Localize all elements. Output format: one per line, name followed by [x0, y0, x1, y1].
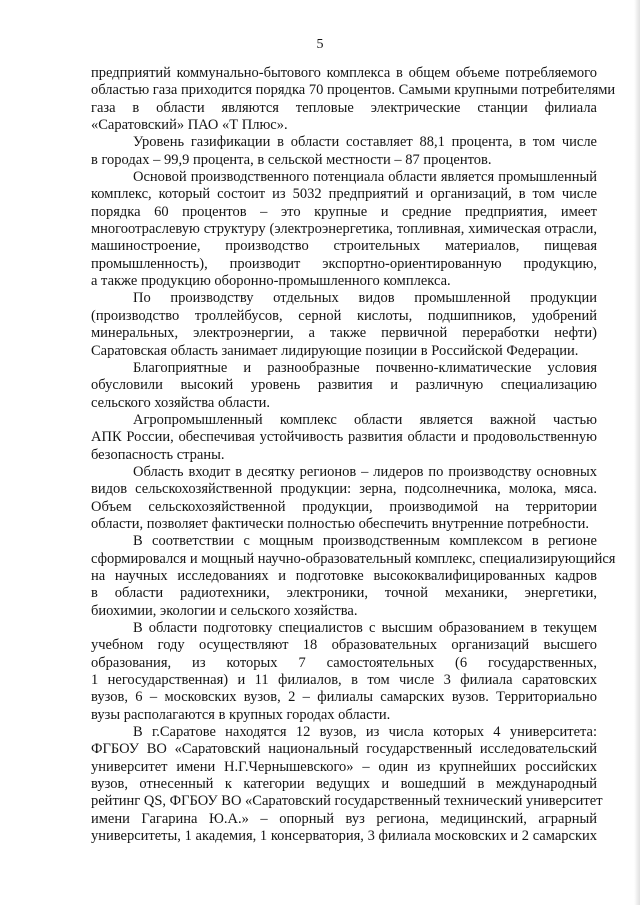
text-line: предприятий коммунально-бытового комплекса в общем объеме потребляемого — [91, 65, 597, 81]
text-line: 1 негосударственная) и 11 филиалов, в том числе 3 филиала саратовских — [91, 672, 597, 689]
text-line: имени Гагарина Ю.А.» – опорный вуз региона, медицинский, аграрный — [91, 810, 597, 827]
text-line: газа в области являются тепловые электрические станции филиала — [91, 99, 597, 116]
text-line: вузов, 6 – московских вузов, 2 – филиалы самарских вузов. Территориально — [91, 689, 597, 706]
text-line: а также продукцию оборонно-промышленного комплекса. — [91, 273, 451, 290]
text-line: комплекс, который состоит из 5032 предприятий и организаций, в том числе — [91, 186, 597, 203]
text-line: многоотраслевую структуру (электроэнергетика, топливная, химическая отрасли, — [91, 221, 597, 238]
text-line: областью газа приходится порядка 70 процентов. Самыми крупными потребителями — [91, 82, 616, 99]
text-line: (производство троллейбусов, серной кислоты, подшипников, удобрений — [91, 307, 597, 324]
scan-edge-shadow — [634, 0, 640, 905]
text-line: В области подготовку специалистов с высшим образованием в текущем — [133, 620, 597, 636]
text-line: порядка 60 процентов – это крупные и средние предприятия, имеет — [91, 203, 597, 220]
text-line: Саратовская область занимает лидирующие позиции в Российской Федерации. — [91, 342, 579, 359]
text-line: Объем сельскохозяйственной продукции, производимой на территории — [91, 498, 597, 515]
text-line: образования, из которых 7 самостоятельных (6 государственных, — [91, 654, 597, 671]
text-line: машиностроение, производство строительных материалов, пищевая — [91, 238, 597, 255]
text-line: рейтинг QS, ФГБОУ ВО «Саратовский государственный технический университет — [91, 793, 603, 810]
text-line: в области радиотехники, электроники, точной механики, энергетики, — [91, 585, 597, 602]
text-line: университет имени Н.Г.Чернышевского» – один из крупнейших российских — [91, 758, 597, 775]
text-line: обусловили высокий уровень развития и различную специализацию — [91, 377, 597, 394]
text-line: биохимии, экологии и сельского хозяйства. — [91, 602, 358, 619]
text-line: учебном году осуществляют 18 образовательных организаций высшего — [91, 637, 597, 654]
text-line: Агропромышленный комплекс области является важной частью — [133, 411, 597, 428]
text-line: в городах – 99,9 процента, в сельской местности – 87 процентов. — [91, 151, 492, 168]
text-line: Основой производственного потенциала области является промышленный — [133, 169, 597, 186]
text-line: «Саратовский» ПАО «Т Плюс». — [91, 117, 288, 134]
text-line: безопасность страны. — [91, 446, 225, 463]
text-line: По производству отдельных видов промышленной продукции — [133, 290, 597, 307]
text-line: сельского хозяйства области. — [91, 394, 271, 411]
text-line: Область входит в десятку регионов – лидеров по производству основных — [133, 463, 597, 480]
text-line: вузов, отнесенный к категории ведущих и вошедший в международный — [91, 776, 597, 793]
text-line: видов сельскохозяйственной продукции: зерна, подсолнечника, молока, мяса. — [91, 481, 597, 498]
text-line: сформировался и мощный научно-образовательный комплекс, специализирующийся — [91, 550, 616, 567]
body-text — [91, 65, 616, 845]
text-line: области, позволяет фактически полностью обеспечить внутренние потребности. — [91, 515, 590, 532]
page-number: 5 — [316, 37, 324, 52]
text-line: вузы располагаются в крупных городах области. — [91, 706, 391, 723]
text-line: В соответствии с мощным производственным комплексом в регионе — [133, 533, 597, 550]
text-line: АПК России, обеспечивая устойчивость развития области и продовольственную — [91, 429, 597, 446]
text-line: промышленность), производит экспортно-ориентированную продукцию, — [91, 255, 597, 272]
text-line: Уровень газификации в области составляет 88,1 процента, в том числе — [133, 134, 597, 151]
text-line: ФГБОУ ВО «Саратовский национальный государственный исследовательский — [91, 741, 597, 758]
text-line: В г.Саратове находятся 12 вузов, из числа которых 4 университета: — [133, 724, 597, 741]
text-line: минеральных, электроэнергии, а также первичной переработки нефти) — [91, 325, 597, 342]
text-line: на научных исследованиях и подготовке высококвалифицированных кадров — [91, 567, 597, 584]
text-line: Благоприятные и разнообразные почвенно-климатические условия — [133, 359, 597, 376]
text-line: университеты, 1 академия, 1 консерватория, 3 филиала московских и 2 самарских — [91, 828, 597, 845]
